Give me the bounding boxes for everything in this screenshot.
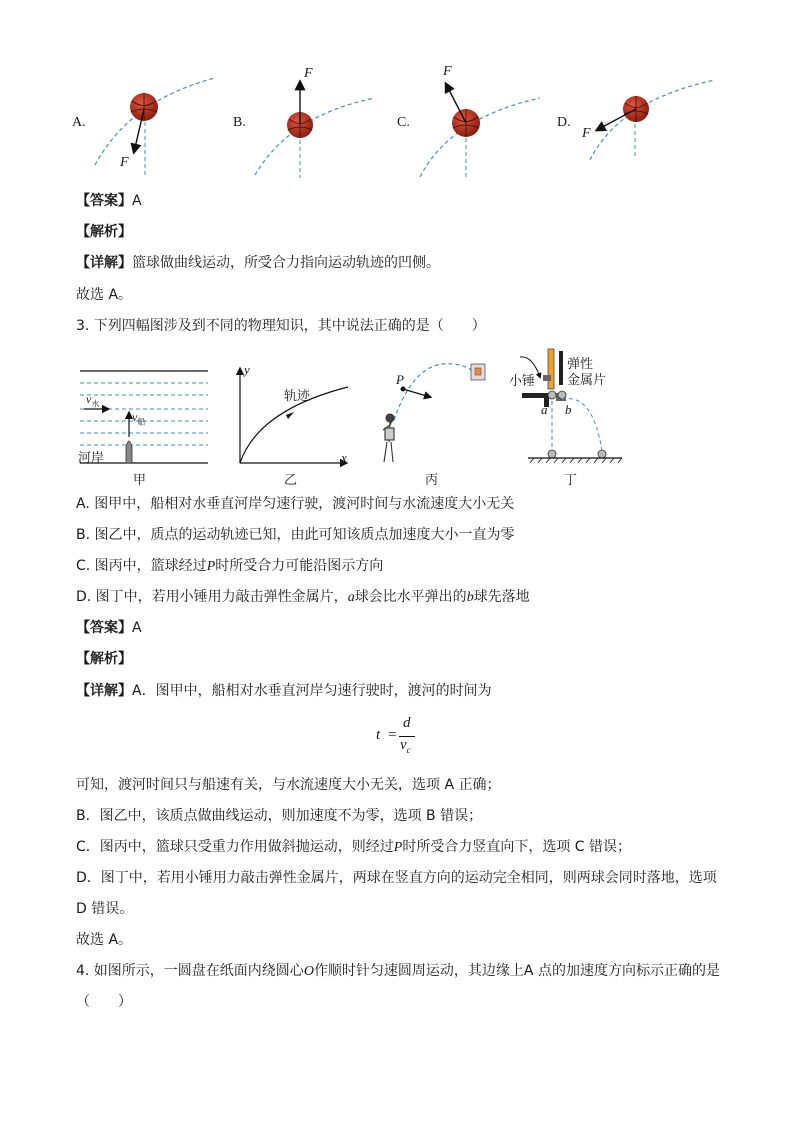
q2-analysis-tag: 【解析】 xyxy=(76,224,132,240)
player xyxy=(383,414,394,462)
force-label-b: F xyxy=(304,66,313,81)
option-b-label: B. xyxy=(233,115,246,130)
force-label-d: F xyxy=(582,126,591,141)
caption-bing: 丙 xyxy=(425,473,439,488)
formula xyxy=(376,715,436,759)
q3-detail-c: C．图丙中，篮球只受重力作用做斜抛运动，则经过P时所受合力竖直向下，选项 C 错误； xyxy=(76,839,632,855)
q3-detail-a: 【详解】A．图甲中，船相对水垂直河岸匀速行驶时，渡河的时间为 xyxy=(76,683,492,699)
force-arrow-p xyxy=(403,389,430,397)
trajectory-a xyxy=(95,78,215,165)
hammer xyxy=(548,349,554,389)
answer-value: A xyxy=(132,193,142,209)
trajectory-d xyxy=(590,80,715,160)
q3-option-c: C. 图丙中，篮球经过P时所受合力可能沿图示方向 xyxy=(76,558,384,574)
option-c-label: C. xyxy=(397,115,410,130)
hammer-label: 小锤 xyxy=(509,374,536,389)
option-b-figure xyxy=(255,82,375,178)
figure-bing xyxy=(372,358,497,466)
q4-stem: 4. 如图所示，一圆盘在纸面内绕圆心O作顺时针匀速圆周运动，其边缘上A 点的加速度方向标示正确的是 xyxy=(76,963,720,979)
ball-a xyxy=(548,391,556,399)
plate-label-1: 弹性 xyxy=(567,357,594,372)
answer-tag: 【答案】 xyxy=(76,193,132,209)
ball-a-label: a xyxy=(541,402,548,417)
elastic-plate xyxy=(559,351,563,385)
q3-stem: 3. 下列四幅图涉及到不同的物理知识，其中说法正确的是（ ） xyxy=(76,318,486,334)
q3-detail-b: B．图乙中，该质点做曲线运动，则加速度不为零，选项 B 错误； xyxy=(76,808,483,824)
v-water-label: $v_水$ xyxy=(86,392,100,409)
q3-detail-d: D．图丁中，若用小锤用力敲击弹性金属片，两球在竖直方向的运动完全相同，则两球会同时落地，选项 xyxy=(76,870,717,886)
q3-option-d: D. 图丁中，若用小锤用力敲击弹性金属片，a球会比水平弹出的b球先落地 xyxy=(76,589,530,605)
q2-answer xyxy=(76,191,142,211)
ball-trajectory xyxy=(394,364,476,420)
q4-stem-paren: （ ） xyxy=(76,994,132,1010)
ball-b-label: b xyxy=(565,402,572,417)
trajectory-c xyxy=(420,98,540,177)
y-axis-label: y xyxy=(244,362,250,377)
figure-yi xyxy=(228,365,350,467)
trajectory-b xyxy=(255,98,375,175)
boat xyxy=(126,441,132,463)
q2-detail xyxy=(76,253,440,273)
q3-conclusion: 故选 A。 xyxy=(76,932,133,948)
q3-analysis-tag: 【解析】 xyxy=(76,651,132,667)
detail-text: 篮球做曲线运动，所受合力指向运动轨迹的凹侧。 xyxy=(132,255,440,271)
ball-b xyxy=(558,391,566,399)
option-a-label: A. xyxy=(72,115,86,130)
caption-ding: 丁 xyxy=(564,473,578,488)
hammer-head xyxy=(543,375,551,381)
x-axis-label: x xyxy=(341,450,347,465)
force-label-c: F xyxy=(443,64,452,79)
option-c-figure xyxy=(420,84,540,178)
formula-t: t xyxy=(376,727,381,743)
q3-option-b: B. 图乙中，质点的运动轨迹已知，由此可知该质点加速度大小一直为零 xyxy=(76,527,515,543)
v-boat-label: $v_船$ xyxy=(132,410,146,427)
bank-label: 河岸 xyxy=(78,451,105,466)
trajectory-arrow xyxy=(286,412,294,419)
q3-after-formula: 可知，渡河时间只与船速有关，与水流速度大小无关，选项 A 正确； xyxy=(76,777,501,793)
q3-detail-d2: D 错误。 xyxy=(76,901,134,917)
trajectory-label: 轨迹 xyxy=(284,389,311,404)
q3-option-a: A. 图甲中，船相对水垂直河岸匀速行驶，渡河时间与水流速度大小无关 xyxy=(76,496,515,512)
force-label-a: F xyxy=(120,155,129,170)
plate-label-2: 金属片 xyxy=(567,373,607,388)
p-label: P xyxy=(396,372,404,387)
formula-eq: = xyxy=(388,727,397,743)
option-a-figure xyxy=(95,78,215,175)
option-d-figure xyxy=(590,80,715,160)
formula-v: $v_c$ xyxy=(400,737,411,755)
caption-jia: 甲 xyxy=(133,473,147,488)
option-d-label: D. xyxy=(557,115,571,130)
caption-yi: 乙 xyxy=(284,473,298,488)
q3-answer: 【答案】A xyxy=(76,620,142,636)
formula-d: d xyxy=(403,715,411,731)
q2-conclusion: 故选 A。 xyxy=(76,287,133,303)
detail-tag: 【详解】 xyxy=(76,255,132,271)
